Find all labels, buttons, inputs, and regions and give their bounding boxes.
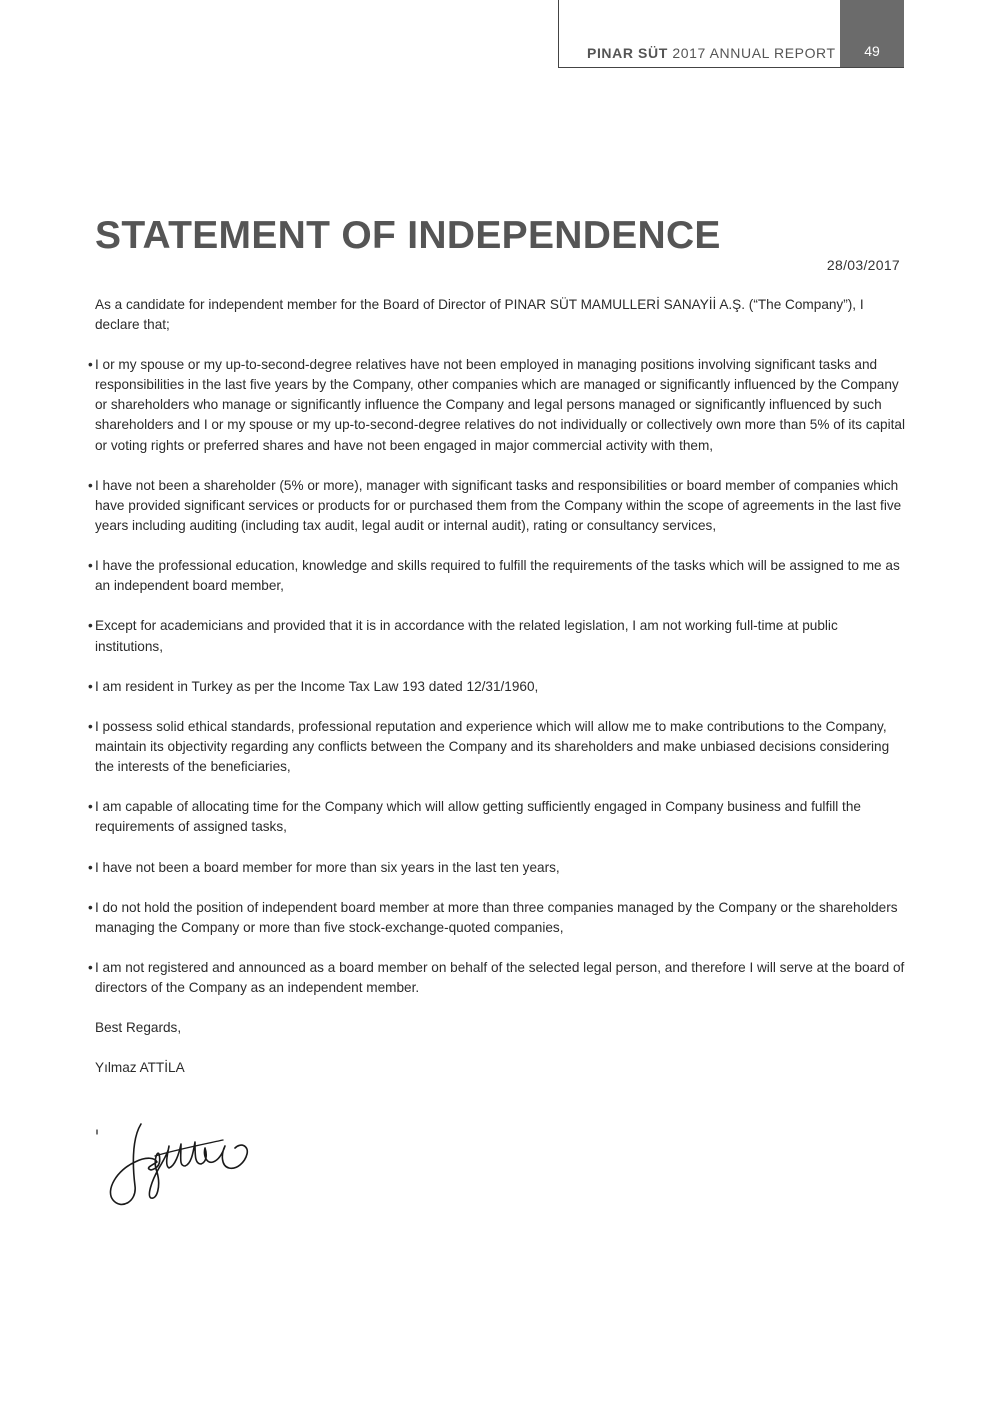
header-brand: PINAR SÜT xyxy=(587,45,668,61)
declaration-item xyxy=(88,616,907,656)
declaration-text: I am not registered and announced as a board member on behalf of the selected legal person, and therefore I will serve at the board of directors of the Company as an independent member. xyxy=(95,960,905,996)
declaration-text: I have not been a shareholder (5% or more), manager with significant tasks and responsibilities or board member of companies which have provided significant services or products for or purchased them from the Company within the scope of agreements in the last five years including auditing (including tax audit, legal audit or internal audit), rating or consultancy services, xyxy=(95,477,902,533)
declaration-item xyxy=(88,898,907,938)
page-number-box xyxy=(840,0,904,67)
handwritten-signature xyxy=(95,1110,275,1215)
page-header xyxy=(558,0,904,68)
declaration-item xyxy=(88,355,907,455)
declaration-list xyxy=(88,355,907,998)
declaration-text: I do not hold the position of independent board member at more than three companies managed by the Company or the shareholders managing the Company or more than five stock-exchange-quoted companies, xyxy=(95,899,898,935)
intro-paragraph: As a candidate for independent member for the Board of Director of PINAR SÜT MAMULLERİ SANAYİİ A.Ş. (“The Company”), I declare that; xyxy=(95,297,864,333)
declaration-item xyxy=(88,797,907,837)
declaration-text: I have not been a board member for more than six years in the last ten years, xyxy=(95,859,560,875)
bullet-icon: • xyxy=(88,558,93,574)
running-header xyxy=(587,45,836,61)
bullet-icon: • xyxy=(88,618,93,634)
document-body xyxy=(88,295,907,1078)
signatory-name: Yılmaz ATTİLA xyxy=(95,1060,185,1076)
declaration-item xyxy=(88,858,907,878)
bullet-icon: • xyxy=(88,859,93,875)
bullet-icon: • xyxy=(88,899,93,915)
bullet-icon: • xyxy=(88,718,93,734)
page-number: 49 xyxy=(864,43,880,59)
header-report-title: 2017 ANNUAL REPORT xyxy=(672,45,836,61)
bullet-icon: • xyxy=(88,799,93,815)
declaration-text: I am resident in Turkey as per the Income Tax Law 193 dated 12/31/1960, xyxy=(95,678,539,694)
declaration-text: I am capable of allocating time for the Company which will allow getting sufficiently engaged in Company business and fulfill the requirements of assigned tasks, xyxy=(95,799,861,835)
bullet-icon: • xyxy=(88,357,93,373)
bullet-icon: • xyxy=(88,678,93,694)
document-title: STATEMENT OF INDEPENDENCE xyxy=(95,214,721,257)
declaration-item xyxy=(88,476,907,536)
declaration-text: Except for academicians and provided that it is in accordance with the related legislation, I am not working full-time at public institutions, xyxy=(95,618,838,654)
signature-stroke xyxy=(110,1124,247,1204)
declaration-item xyxy=(88,677,907,697)
declaration-text: I or my spouse or my up-to-second-degree relatives have not been employed in managing positions involving significant tasks and responsibilities in the last five years by the Company, other companies which are managed or significantly influenced by the Company or shareholders who manage or significantly influence the Company and legal persons managed or significantly influenced by such shareholders and I or my spouse or my up-to-second-degree relatives do not individually or collectively own more than 5% of its capital or voting rights or preferred shares and have not been engaged in major commercial activity with them, xyxy=(95,357,905,453)
bullet-icon: • xyxy=(88,477,93,493)
document-date: 28/03/2017 xyxy=(826,257,900,273)
declaration-item xyxy=(88,556,907,596)
signature-crossbar xyxy=(155,1140,223,1156)
closing-salutation: Best Regards, xyxy=(95,1020,182,1036)
declaration-text: I possess solid ethical standards, professional reputation and experience which will allow me to make contributions to the Company, maintain its objectivity regarding any conflicts between the Company and its shareholders and make unbiased decisions considering the interests of the beneficiaries, xyxy=(95,718,890,775)
declaration-item xyxy=(88,958,907,998)
declaration-text: I have the professional education, knowledge and skills required to fulfill the requirements of the tasks which will be assigned to me as an independent board member, xyxy=(95,558,900,594)
declaration-item xyxy=(88,717,907,777)
bullet-icon: • xyxy=(88,960,93,975)
